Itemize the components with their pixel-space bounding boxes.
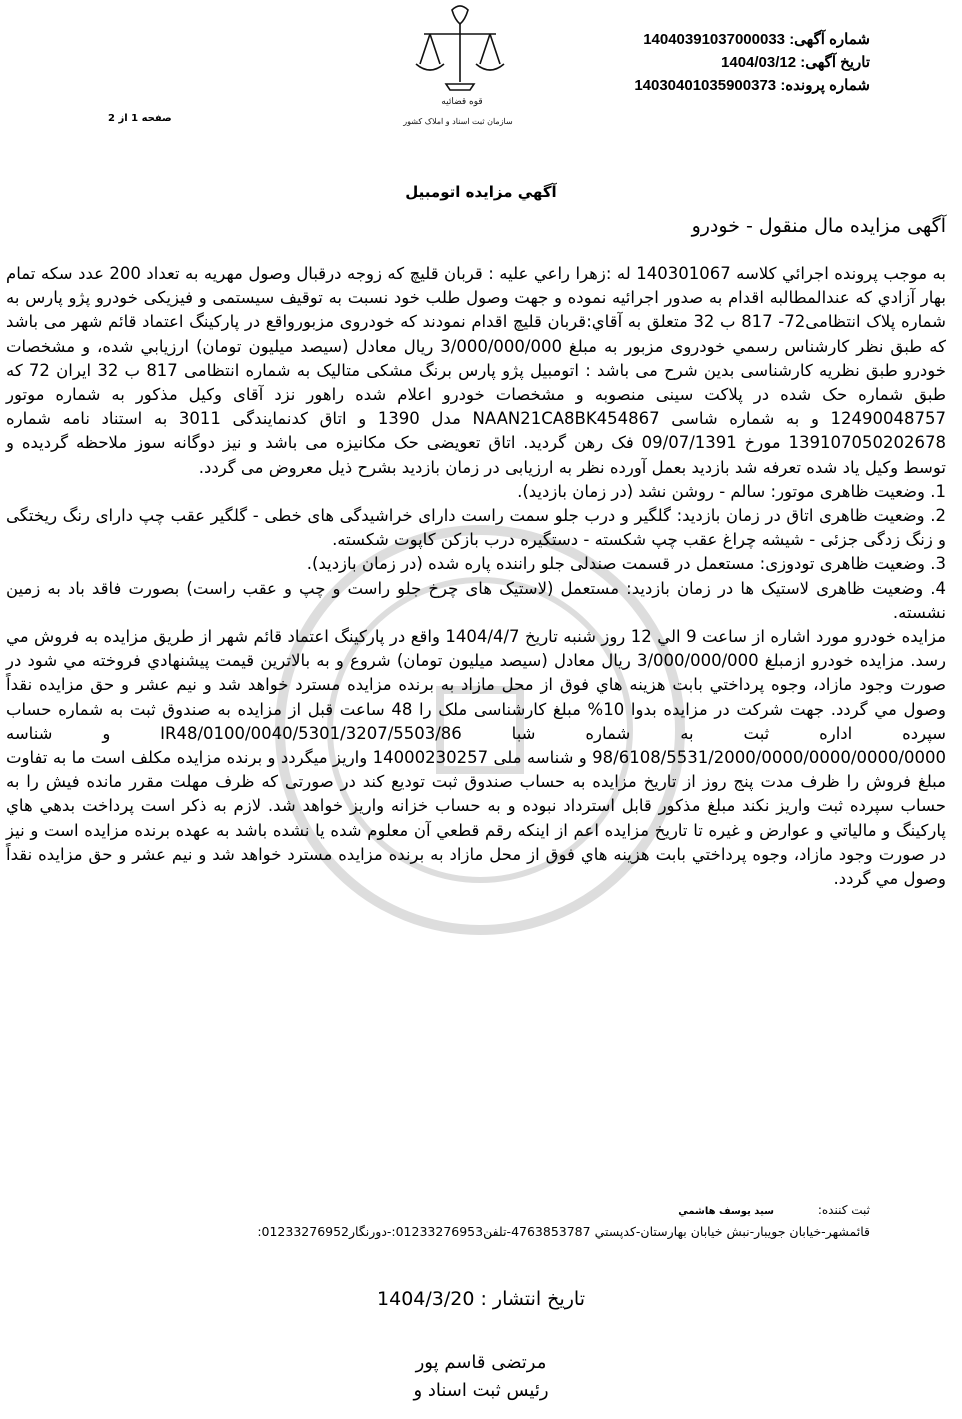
publish-date-label: تاريخ انتشار : — [480, 1288, 585, 1310]
case-number-label: شماره پرونده: — [780, 77, 870, 94]
judiciary-emblem — [400, 0, 520, 140]
publish-date-row — [0, 1288, 962, 1310]
case-number-row — [634, 74, 870, 97]
ad-number-row — [634, 28, 870, 51]
signer-name: مرتضی قاسم پور — [415, 1352, 547, 1373]
registrar-label: ثبت كننده: — [817, 1203, 870, 1217]
emblem-line1: قوه قضائیه — [441, 97, 483, 107]
body-intro: به موجب پرونده اجرائي كلاسه 140301067 له :زهرا راعي عليه : قربان قليچ كه زوجه درقبال وصول مهريه به تعداد 200 عدد سكه تمام بهار آزادي كه عندالمطالبه اقدام به صدور اجرائيه نموده و جهت وصول طلب خود نسبت به توقيف سيستمی و فيزيكی خودرو پژو پارس به شماره پلاک انتظامی72- 817 ب 32 متعلق به آقاي:قربان قليچ اقدام نمودند كه خودروی مزبورواقع در پاركينگ اعتماد قائم شهر می باشد كه طبق نظر كارشناس رسمي خودروی مزبور به مبلغ 3/000/000/000 ريال معادل (سيصد ميليون تومان) ارزيابي شده، و مشخصات خودرو طبق نظريه كارشناسی بدين شرح می باشد : اتومبيل پژو پارس برنگ مشكی متاليک به شماره انتظامی 817 ب 32 ايران 72 كه طبق شماره حک شده در پلاكت سينی منصوبه و مشخصات خودرو اعلام شده راهور نزد آقای وكيل مذكور به شماره موتور 12490048757 و به شماره شاسی NAAN21CA8BK454867 مدل 1390 و اتاق كدنمايندگی 3011 به استناد نامه شماره 13910705020267​8 مورخ 09/07/1391 فک رهن گرديد. اتاق تعويضی حک مكانيزه می باشد و نيز دوگانه سوز ملاحظه گرديده و توسط وكيل ياد شده تعرفه شد بازديد بعمل آورده نظر به ارزيابی در زمان بازديد بشرح ذيل معروض می گردد. — [6, 264, 947, 477]
body-item-4: 4. وضعيت ظاهری لاستيک ها در زمان بازديد: مستعمل (لاستيک های چرخ جلو راست و چپ و عقب راست) بصورت فاقد باد به زمين نشسته. — [6, 578, 946, 622]
page-title: آگهي مزايده اتومبيل — [405, 183, 557, 201]
registrar-name: سيد يوسف هاشمي — [678, 1206, 775, 1217]
body-auction: مزايده خودرو مورد اشاره از ساعت 9 الي 12 روز شنبه تاريخ 1404/4/7 واقع در پاركينگ اعتماد قائم شهر از طريق مزايده به فروش مي رسد. مزايده خودرو ازمبلغ 3/000/000/000 ريال معادل (سيصد ميليون تومان) شروع و به بالاترين قيمت پيشنهادي فروخته مي شود در صورت وجود مازاد، وجوه پرداختي بابت هزينه هاي فوق از محل مازاد به برنده مزايده مسترد خواهد شد و نيم عشر و حق مزايده نقداً وصول مي گردد. جهت شركت در مزايده بدوا 10% مبلغ كارشناسی ملک را 48 ساعت قبل از مزايده به صندوق ثبت به شماره حساب سپرده اداره ثبت به شماره شبا IR48/0100/0040/5301/3207/5503/86 و شناسه 98/6108/5531/2000/0000/0000/0000/0000 و شناسه ملی 14000230257 واريز ميگردد و برنده مزايده مكلف است ما به تفاوت مبلغ فروش را ظرف مدت پنج روز از تاريخ مزايده به حساب صندوق ثبت توديع كند در صورتی كه ظرف مهلت مقرر مانده فيش را به حساب سپرده ثبت واريز نكند مبلغ مذكور قابل استرداد نبوده و به حساب خزانه واريز خواهد شد. لازم به ذكر است پرداخت بدهي هاي پاركينگ و مالياتي و عوارض و غيره تا تاريخ مزايده اعم از اينكه رقم قطعي آن معلوم شده يا نشده باشد به عهده برنده مزايده است و نيز در صورت وجود مازاد، وجوه پرداختي بابت هزينه هاي فوق از محل مازاد به برنده مزايده مسترد خواهد شد و نيم عشر و حق مزايده نقداً وصول مي گردد. — [6, 627, 946, 889]
signer-title: رئيس ثبت اسناد و — [413, 1380, 549, 1401]
ad-date-label: تاریخ آگهی: — [800, 54, 870, 71]
ad-date-row — [634, 51, 870, 74]
ad-date: 1404/03/12 — [721, 54, 797, 71]
page-indicator: صفحه 1 از 2 — [108, 113, 172, 124]
body-item-1: 1. وضعيت ظاهری موتور: سالم - روشن نشد (در زمان بازديد). — [517, 481, 946, 501]
registrar-row — [678, 1203, 870, 1217]
office-address: قائمشهر-خيابان جويبار-نبش خيابان بهارستان-كدپستي 4763853787-تلفن01233276953:-دورنگار01233276952: — [257, 1224, 870, 1239]
case-number: 14030401035900373 — [634, 77, 777, 94]
body-item-3: 3. وضعيت ظاهری تودوزی: مستعمل در قسمت صندلی جلو راننده پاره شده (در زمان بازديد). — [306, 554, 946, 574]
ad-number-label: شماره آگهی: — [789, 31, 870, 48]
announcement-body — [6, 262, 946, 891]
publish-date: 1404/3/20 — [377, 1288, 475, 1310]
ad-number: 14040391037000033 — [643, 31, 786, 48]
emblem-line2: سازمان ثبت اسناد و املاک کشور — [403, 117, 513, 126]
body-item-2: 2. وضعيت ظاهری اتاق در زمان بازديد: گلگير و درب جلو سمت راست دارای خراشيدگی های خطی - گلگير عقب چپ دارای رنگ ريختگی و زنگ زدگی جزئی - شيشه چراغ عقب چپ شكسته - دستگيره درب بازكن كاپوت شكسته. — [6, 506, 946, 550]
signer-block — [0, 1349, 962, 1405]
header-meta — [634, 28, 870, 97]
page-subtitle: آگهی مزایده مال منقول - خودرو — [691, 215, 946, 237]
scales-emblem-icon — [400, 0, 520, 140]
